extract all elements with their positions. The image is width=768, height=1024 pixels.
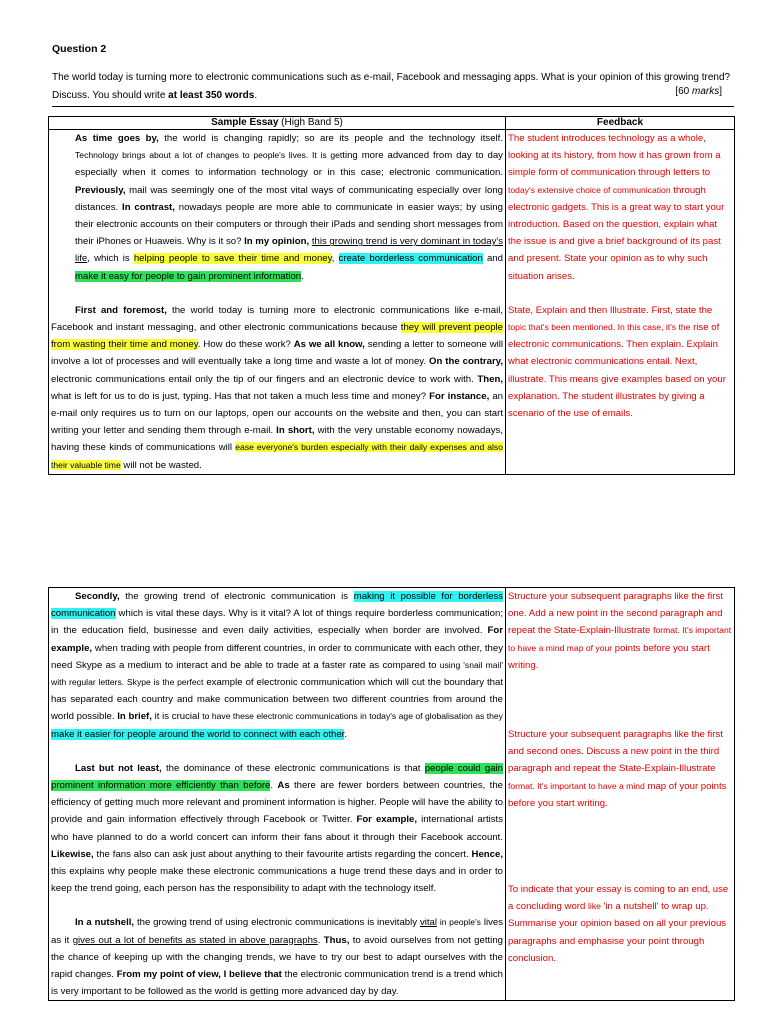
essay-paragraph-conclusion: In a nutshell, the growing trend of using electronic communications is inevitably vital in people's lives as it gives out a lot of benefits as stated in above paragraphs. Thus, to avoid ourselves from not getting the chance of keeping up with the changing trends, we have to try our best to adapt ourselves with the rapid changes. From my point of view, I believe that the electronic communication trend is a trend which is very important to be followed as the world is getting more advanced day by day. <box>51 917 504 998</box>
feedback-conclusion: To indicate that your essay is coming to an end, use a concluding word like 'in a nutshell' to wrap up. Summarise your opinion based on all your previous paragraphs and emphasise your point through conclusion. <box>508 884 729 964</box>
feedback-column <box>506 588 735 1001</box>
prompt-word-count: at least 350 words <box>168 89 255 101</box>
essay-table-1 <box>48 116 735 475</box>
essay-column <box>49 588 506 1001</box>
feedback-intro: The student introduces technology as a whole, looking at its history, from how it has grown from a simple form of communication through letters to today's extensive choice of communication through electronic gadgets. This is a great way to start your introduction. Based on the question, explain what the issue is and give a brief background of its past and present. State your opinion as to why such situation arises. <box>508 133 725 282</box>
essay-column <box>49 130 506 475</box>
essay-paragraph-2: First and foremost, the world today is turning more to electronic communications like e-mail, Facebook and instant messaging, and other electronic communications because they will prevent people from wasting their time and money. How do these work? As we all know, sending a letter to someone will involve a lot of processes and will eventually take a long time and waste a lot of money. On the contrary, electronic communications entail only the tip of our fingers and an electronic device to work with. Then, what is left for us to do is just, typing. Has that not taken a much less time and money? For instance, an e-mail only requires us to turn on our laptops, open our accounts on the website and then, you can start writing your letter and sending them through e-mail. In short, with the very unstable economy nowadays, having these kinds of communications will ease everyone's burden especially with their daily expenses and also their valuable time will not be wasted. <box>51 304 504 471</box>
feedback-paragraph-2: State, Explain and then Illustrate. First, state the topic that's been mentioned. In this case, it's the rise of electronic communications. Then explain. Explain what electronic communications entail. Next, illustrate. This means give examples based on your explanation. The student illustrates by giving a scenario of the use of emails. <box>508 304 726 420</box>
feedback-header: Feedback <box>506 117 735 130</box>
prompt-line-1: The world today is turning more to electronic communications such as e-mail, Facebook and messaging apps. What is your opinion of this growing trend? <box>52 72 731 83</box>
feedback-paragraph-4: Structure your subsequent paragraphs like the first and second ones. Discuss a new point in the third paragraph and repeat the State-Explain-Illustrate format. It's important to have a mind map of your points before you start writing. <box>508 729 727 809</box>
question-prompt: The world today is turning more to electronic communications such as e-mail, Facebook and messaging apps. What is your opinion of this growing trend? Discuss. You should write at least 350 words. <box>52 72 731 101</box>
divider-rule <box>52 106 734 107</box>
essay-paragraph-intro: As time goes by, the world is changing rapidly; so are its people and the technology itself. Technology brings about a lot of changes to people's lives. It is getting more advanced from day to day especially when it comes to information technology or in this case; electronic communication. Previously, mail was seemingly one of the most vital ways of communicating especially over long distances. In contrast, nowadays people are more able to communicate in easier ways; by using their electronic accounts on their computers or through their iPads and sending short messages from their iPhones or Huaweis. Why is it so? In my opinion, this growing trend is very dominant in today's life, which is helping people to save their time and money, create borderless communication and make it easy for people to gain prominent information. <box>75 133 504 282</box>
essay-table-2 <box>48 587 735 1001</box>
question-marks: [60 marks] <box>675 86 722 97</box>
prompt-line-2: Discuss. You should write <box>52 89 169 101</box>
feedback-column <box>506 130 735 475</box>
feedback-paragraph-3: Structure your subsequent paragraphs like the first one. Add a new point in the second paragraph and repeat the State-Explain-Illustrate format. It's important to have a mind map of your points before you start writing. <box>508 591 732 671</box>
essay-header: Sample Essay (High Band 5) <box>49 117 506 130</box>
question-title: Question 2 <box>52 43 107 55</box>
essay-paragraph-4: Last but not least, the dominance of these electronic communications is that people could gain prominent information more efficiently than before. As there are fewer borders between countries, the efficiency of getting much more relevant and prominent information is higher. People will have the ability to provide and gain information effectively through Facebook or Twitter. For example, international artists who have planned to do a world concert can inform their fans about it through their Facebook account. Likewise, the fans also can ask just about anything to their favourite artists regarding the concert. Hence, this explains why people make these electronic communications a huge trend these days and in order to keep the trend going, each person has the responsibility to adapt with the technology itself. <box>51 762 503 895</box>
essay-paragraph-3: Secondly, the growing trend of electronic communication is making it possible for borderless communication which is vital these days. Why is it vital? A lot of things require borderless communication; in the education field, businesse and even daily activities, especially when border are involved. For example, when trading with people from different countries, in order to communicate with each other, they need Skype as a medium to interact and be able to trade at a faster rate as compared to using 'snail mail' with regular letters. Skype is the perfect example of electronic communication which will cut the boundary that has separated each country and make communication between two different countries from around the world possible. In brief, it is crucial to have these electronic communications in today's age of globalisation as they make it easier for people around the world to connect with each other. <box>51 591 503 740</box>
